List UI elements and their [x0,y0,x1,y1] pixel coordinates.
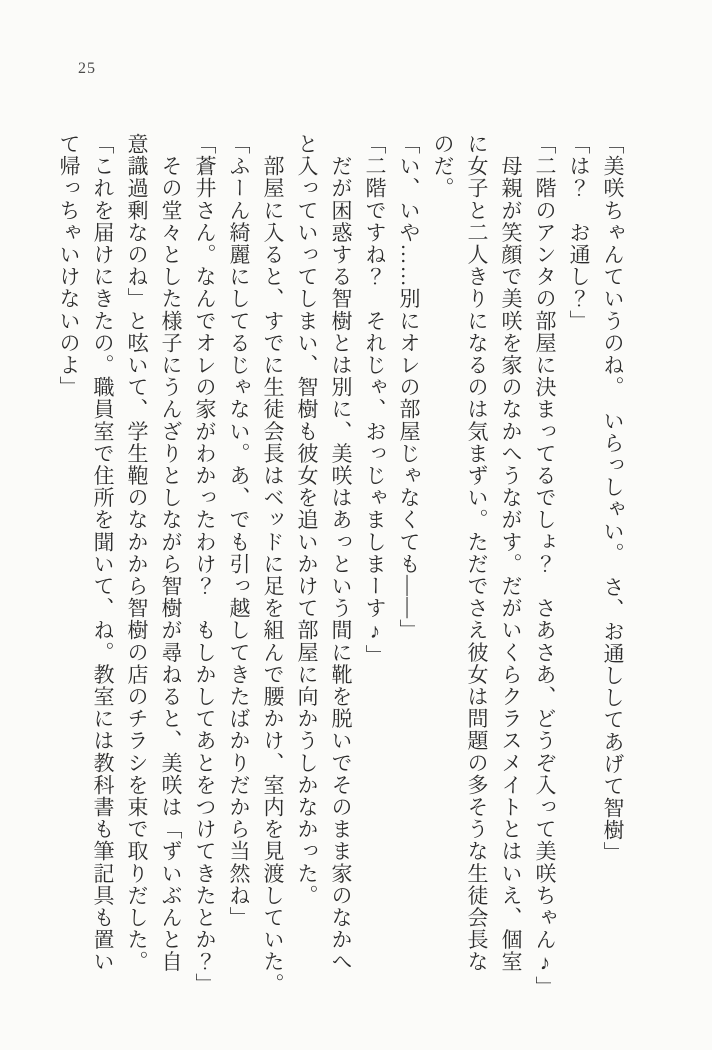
text-line: 部屋に入ると、すでに生徒会長はベッドに足を組んで腰かけ、室内を見渡していた。 [261,133,285,995]
text-line: 「美咲ちゃんていうのね。 いらっしゃい。 さ、お通ししてあげて智樹」 [601,133,625,864]
text-line: 「は？ お通し？」 [567,133,591,332]
text-line: 「二階ですね？ それじゃ、おっじゃましまーす♪」 [363,133,387,667]
text-line: 「これを届けにきたの。職員室で住所を聞いて、ね。教室には教科書も筆記具も置い [91,133,115,973]
text-line: 母親が笑顔で美咲を家のなかへうながす。だがいくらクラスメイトとはいえ、個室 [499,133,523,973]
text-line: 「ふーん綺麗にしてるじゃない。あ、でも引っ越してきたばかりだから当然ね」 [227,133,251,929]
text-line: 「蒼井さん。なんでオレの家がわかったわけ？ もしかしてあとをつけてきたとか？」 [193,133,217,995]
text-line: に女子と二人きりになるのは気まずい。ただでさえ彼女は問題の多そうな生徒会長な [465,133,489,973]
text-line: のだ。 [431,133,455,200]
text-line: その堂々とした様子にうんざりとしながら智樹が尋ねると、美咲は「ずいぶんと自 [159,133,183,973]
body-text [52,133,630,998]
text-line: て帰っちゃいけないのよ」 [57,133,81,399]
text-line: だが困惑する智樹とは別に、美咲はあっという間に靴を脱いでそのまま家のなかへ [329,133,353,973]
text-line: 「二階のアンタの部屋に決まってるでしょ？ さあさあ、どうぞ入って美咲ちゃん♪」 [533,133,557,998]
text-line: 意識過剰なのね」と呟いて、学生鞄のなかから智樹の店のチラシを束で取りだした。 [125,133,149,973]
page-number: 25 [78,60,96,77]
text-line: 「い、いや……別にオレの部屋じゃなくても――」 [397,133,421,642]
text-line: と入っていってしまい、智樹も彼女を追いかけて部屋に向かうしかなかった。 [295,133,319,907]
